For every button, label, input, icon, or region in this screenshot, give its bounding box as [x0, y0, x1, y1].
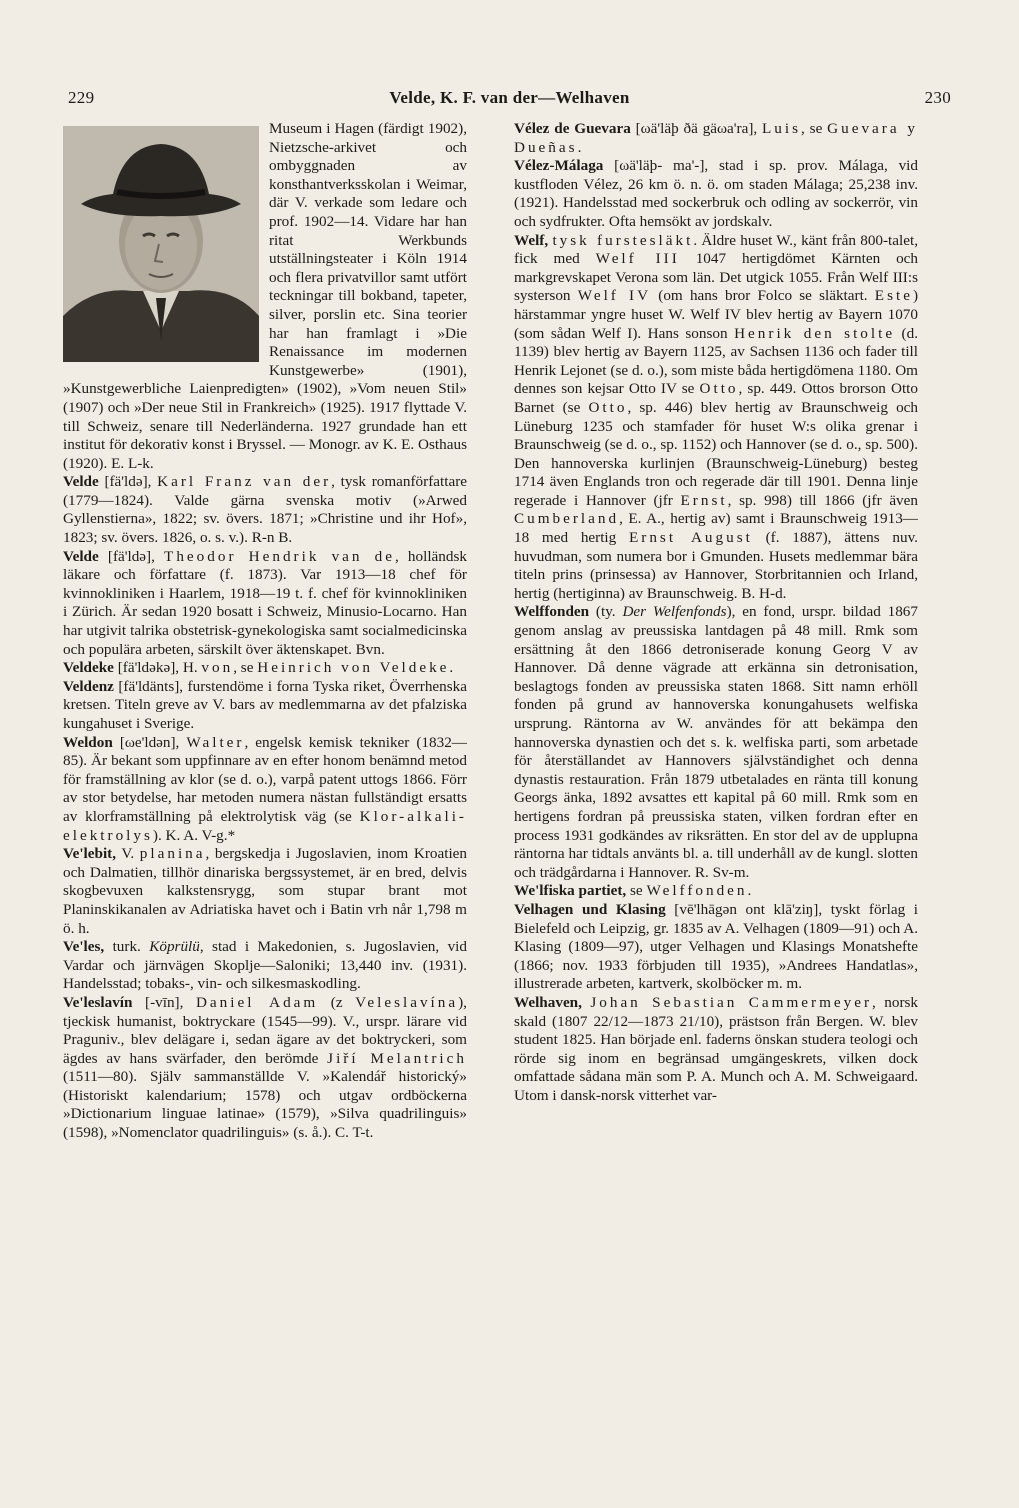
entry-velde-theodor — [63, 548, 467, 660]
entry-velez-de-guevara — [514, 120, 918, 157]
person-name: Ernst August — [629, 529, 753, 547]
italic-text: Köprülü — [149, 938, 200, 956]
entry-veleslavin — [63, 994, 467, 1143]
cross-reference: Otto — [699, 380, 739, 398]
entry-text: 1047 hertigdömet Kärnten och markgrevskapet Verona som län. Det utgick 1055. Från Welf III:s systerson — [514, 250, 919, 305]
headword: Velhagen und Klasing — [514, 900, 666, 918]
running-title: Velde, K. F. van der—Welhaven — [389, 88, 630, 107]
entry-velhagen-und-klasing — [514, 901, 918, 994]
person-name: Welf III — [595, 250, 680, 268]
entry-text: , engelsk kemisk tekniker (1832—85). Är bekant som uppfinnare av en efter honom benämnd metod för framställning av klor (se d. o.), varpå patent uttogs 1866. Förr av stor betydelse, har metoden numera nästan fullständigt ersatts av klorframställning på elektrolytisk väg (se — [63, 733, 467, 825]
pronunciation: [fä'ldə], — [98, 547, 165, 565]
headword: Welf, — [514, 231, 549, 249]
cross-reference: Ernst — [680, 491, 728, 509]
headword: Veldenz — [63, 677, 114, 695]
spaced-text: von — [201, 659, 234, 677]
cross-reference: Heinrich von Veldeke — [257, 659, 450, 677]
entry-text: (om hans bror Folco se släktart. — [651, 287, 875, 305]
pronunciation: [ωe'ldən], — [112, 733, 187, 751]
entry-veles — [63, 938, 467, 994]
entry-text: (ty. — [589, 603, 623, 621]
entry-text: , E. A., hertig av) samt i Braunschweig 1913—18 med hertig — [514, 510, 918, 547]
entry-text: , se — [801, 120, 828, 137]
entry-text: , holländsk läkare och författare (f. 1873). Var 1913—18 chef för kvinnokliniken i Haarlem, 1918—19 t. f. chef för kvinnokliniken i Zürich. Är sedan 1920 bosatt i Schweiz, Minusio-Locarno. Han har utgivit talrika obstetrisk-gynekologiska samt socialmedicinska och populära arbeten, särskilt över äktenskapet. Bvn. — [63, 547, 467, 658]
entry-weldon — [63, 734, 467, 846]
entry-text: ). K. A. V-g.* — [152, 826, 236, 844]
person-name: Theodor Hendrik van de — [164, 547, 395, 565]
person-name: Welf IV — [577, 287, 652, 305]
pronunciation: [fä'ldə], — [98, 473, 158, 491]
cross-reference: Klor-alkali-elektrolys — [63, 807, 467, 844]
headword: Vélez-Málaga — [514, 157, 604, 175]
entry-text: (1511—80). Själv sammanställde V. »Kalendář historický» (Historiskt kalendarium; 1578) och utgav ordböckerna »Dictionarium linguae latinae» (1579), »Silva quadrilinguis» (1598), »Nomenclator quadrilinguis» (s. å.). C. T-t. — [63, 1068, 467, 1142]
pronunciation: [ωä'läþ ðä gäωa'ra], — [630, 120, 763, 137]
entry-velebit — [63, 845, 467, 938]
italic-text: Der Welfenfonds — [622, 603, 727, 621]
entry-text: . — [577, 138, 582, 156]
cross-reference: Otto — [588, 398, 628, 416]
entry-text: , se — [233, 659, 258, 677]
portrait-image — [63, 126, 259, 362]
entry-text: , tysk romanförfattare (1779—1824). Valde gärna svenska motiv (»Arwed Gyllenstierna», 1822; sv. övers. 1871; »Christine und ihr Hof», 1823; sv. övers. 1826, o. s. v.). R-n B. — [63, 473, 467, 547]
headword: Vélez de Guevara — [514, 120, 631, 137]
entry-text: . — [747, 882, 752, 900]
headword: Welhaven, — [514, 993, 582, 1011]
left-column — [63, 120, 467, 1143]
right-column — [514, 120, 918, 1105]
headword: We'lfiska partiet, — [514, 882, 627, 900]
entry-velde-henry-continued — [63, 120, 467, 473]
entry-text: ), en fond, urspr. bildad 1867 genom anslag av preussiska lantdagen på 48 mill. Rmk som ersättning åt den 1866 detroniserade konung Georg V av Hannover. Då denne vägrade att erkänna sin detronisation, beslagtogs fonden av preussiska staten 1868. Sitt namn erhöll fonden på grund av hannoverska konungahusets welfiska ursprung. Räntorna av W. användes för att bekämpa den hannoverska dynastien och det s. k. welfiska parti, som arbetade för återställandet av Hannovers självständighet och denna dynastis restauration. Från 1879 utbetalades en ränta till konung Georgs änka, 1892 avsattes ett kapital på 60 mill. Rmk som en hertigens fordran på preussiska staten, vilken fordran efter en process 1931 godkändes av riksrätten. En stor del av de upplupna räntorna har tidtals använts bl. a. till underhåll av de kungl. slotten och trädgårdarna i Hannover. R. Sv-m. — [514, 603, 918, 881]
entry-text: V. — [116, 845, 140, 863]
page-number-left: 229 — [68, 88, 95, 107]
portrait-photo — [63, 126, 259, 362]
entry-text: turk. — [104, 938, 150, 956]
person-name: Jiří Melantrich — [327, 1049, 467, 1067]
entry-text: Museum i Hagen (färdigt 1902), Nietzsche-arkivet och ombyggnaden av konsthantverksskolan i Weimar, där V. verkade som ledare och prof. 1902—14. Vidare har han ritat Werkbunds utställningsteater i Köln 1914 och flera privatvillor samt utfört teckningar till bokband, tapeter, silver, porslin etc. Sina teorier har han framlagt i »Die Renaissance im modernen Kunstgewerbe» (1901), »Kunstgewerbliche Laienpredigten» (1902), »Vom neuen Stil» (1907) och »Der neue Stil in Frankreich» (1925). 1917 flyttade V. till Schweiz, senare till Nederländerna. 1927 grundade han ett institut för dekorativ konst i Bryssel. — Monogr. av K. E. Osthaus (1920). E. L-k. — [63, 120, 467, 472]
person-name: Johan Sebastian Cammermeyer — [590, 993, 873, 1011]
pronunciation: [fä'ldəkə], H. — [113, 659, 202, 677]
entry-text: (f. 1887), ättens nuv. huvudman, som numera bor i Gmunden. Husets medlemmar bära titeln prins (prinsessa) av Hannover, Storbritannien och Irland, hertig (hertiginna) av Braunschweig. B. H-d. — [514, 529, 918, 602]
entry-welffonden — [514, 603, 918, 882]
person-name: Walter — [186, 733, 245, 751]
entry-text: , sp. 446) blev hertig av Braunschweig och Lüneburg 1235 och stamfader för huset W:s olika grenar i Braunschweig (se d. o., sp. 1152) och Hannover (se d. o., sp. 500). Den hannoverska kurlinjen (Braunschweig-Lüneburg) besteg 1714 även Englands tron och regerade där till 1901. Denna linje regerade i Hannover (jfr — [514, 398, 918, 509]
page-number-right: 230 — [924, 88, 951, 107]
entry-text: . Äldre huset W., känt från 800-talet, fick med — [514, 231, 918, 268]
entry-text: (d. 1139) blev hertig av Bayern 1125, av Sachsen 1136 och fader till Henrik Lejonet (se d. o.), som miste båda hertigdömena 1180. Om dennes son kejsar Otto IV se — [514, 324, 918, 398]
cross-reference: Cumberland — [514, 510, 620, 528]
spaced-text: tysk furstesläkt — [552, 231, 694, 249]
headword: Weldon — [63, 733, 113, 751]
entry-text: [fä'ldänts], furstendöme i forna Tyska riket, Överrhenska kretsen. Titeln greve av V. bars av medlemmarna av det pfalziska kungahuset i Sverige. — [63, 677, 467, 732]
cross-reference: Guevara y Dueñas — [514, 120, 919, 156]
person-name: Luis — [762, 120, 802, 137]
person-name: Daniel Adam — [195, 993, 319, 1011]
person-name: Henrik den stolte — [734, 324, 896, 342]
entry-text: [vē'lhāgən ont klā'ziŋ], tyskt förlag i Bielefeld och Leipzig, gr. 1835 av A. Velhagen (1809—91) och A. Klasing (1809—97), utger Velhagen und Klasings Monatshefte (1866; nov. 1933 förbjuden till 1935), »Andrees Handatlas», illustrerade arbeten, kartverk, skolböcker m. m. — [514, 900, 918, 993]
entry-text: , bergskedja i Jugoslavien, inom Kroatien och Dalmatien, tillhör dinariska bergssystemet, är en bred, delvis skogbevuxen kalkstensrygg, som stupar brant mot Planinskikanalen av Adriatiska havet och i Batin vrh når 1,798 m ö. h. — [63, 845, 468, 937]
entry-text: (z — [318, 993, 356, 1011]
headword: Ve'lebit, — [63, 845, 117, 863]
entry-text: se — [626, 882, 647, 900]
headword: Welffonden — [514, 603, 590, 621]
entry-text: , sp. 998) till 1866 (jfr även — [727, 491, 918, 509]
person-name: Karl Franz van der — [157, 473, 332, 491]
headword: Ve'leslavín — [63, 993, 133, 1011]
entry-text: , sp. 449. Ottos brorson Otto Barnet (se — [514, 380, 918, 416]
headword: Velde — [63, 547, 99, 565]
entry-velde-karl-franz — [63, 473, 467, 547]
entry-welfiska-partiet — [514, 882, 918, 901]
headword: Velde — [63, 473, 99, 491]
entry-text: . — [449, 659, 454, 677]
cross-reference: Este — [874, 287, 913, 305]
entry-veldeke — [63, 659, 467, 678]
entry-welf — [514, 232, 918, 604]
spaced-text: Veleslavína — [355, 993, 459, 1011]
entry-text: , stad i Makedonien, s. Jugoslavien, vid Vardar och järnvägen Skoplje—Saloniki; 13,440 inv. (1931). Handelsstad; tobaks-, vin- och silkesmaskodling. — [63, 938, 467, 993]
entry-velez-malaga — [514, 157, 918, 231]
entry-text: , norsk skald (1807 22/12—1873 21/10), prästson från Bergen. W. blev student 1825. Han började enl. faderns önskan studera teologi och rörde sig inom en begränsad umgängeskrets, vilken dock omfattade sådana män som P. A. Munch och A. M. Schweigaard. Utom i dansk-norsk vitterhet var- — [514, 993, 918, 1104]
entry-text: [ωä'läþ- ma'-], stad i sp. prov. Málaga, vid kustfloden Vélez, 26 km ö. n. ö. om staden Málaga; 25,238 inv. (1921). Handelsstad med sockerbruk och odling av sockerrör, vin och sydfrukter. Ofta hemsökt av jordskalv. — [514, 157, 918, 230]
entry-text: ), tjeckisk humanist, boktryckare (1545—99). V., urspr. lärare vid Praguniv., blev delägare i, sedan ägare av det boktryckeri, som ägdes av hans svärfader, den berömde — [63, 993, 467, 1067]
pronunciation: [-vīn], — [132, 993, 196, 1011]
entry-welhaven — [514, 994, 918, 1106]
entry-veldenz — [63, 678, 467, 734]
headword: Ve'les, — [63, 938, 105, 956]
spaced-text: planina — [139, 845, 206, 863]
entry-text: ) härstammar yngre huset W. Welf IV blev hertig av Bayern 1070 (som sådan Welf I). Hans sonson — [514, 287, 919, 342]
headword: Veldeke — [63, 659, 114, 677]
cross-reference: Welffonden — [646, 882, 748, 900]
